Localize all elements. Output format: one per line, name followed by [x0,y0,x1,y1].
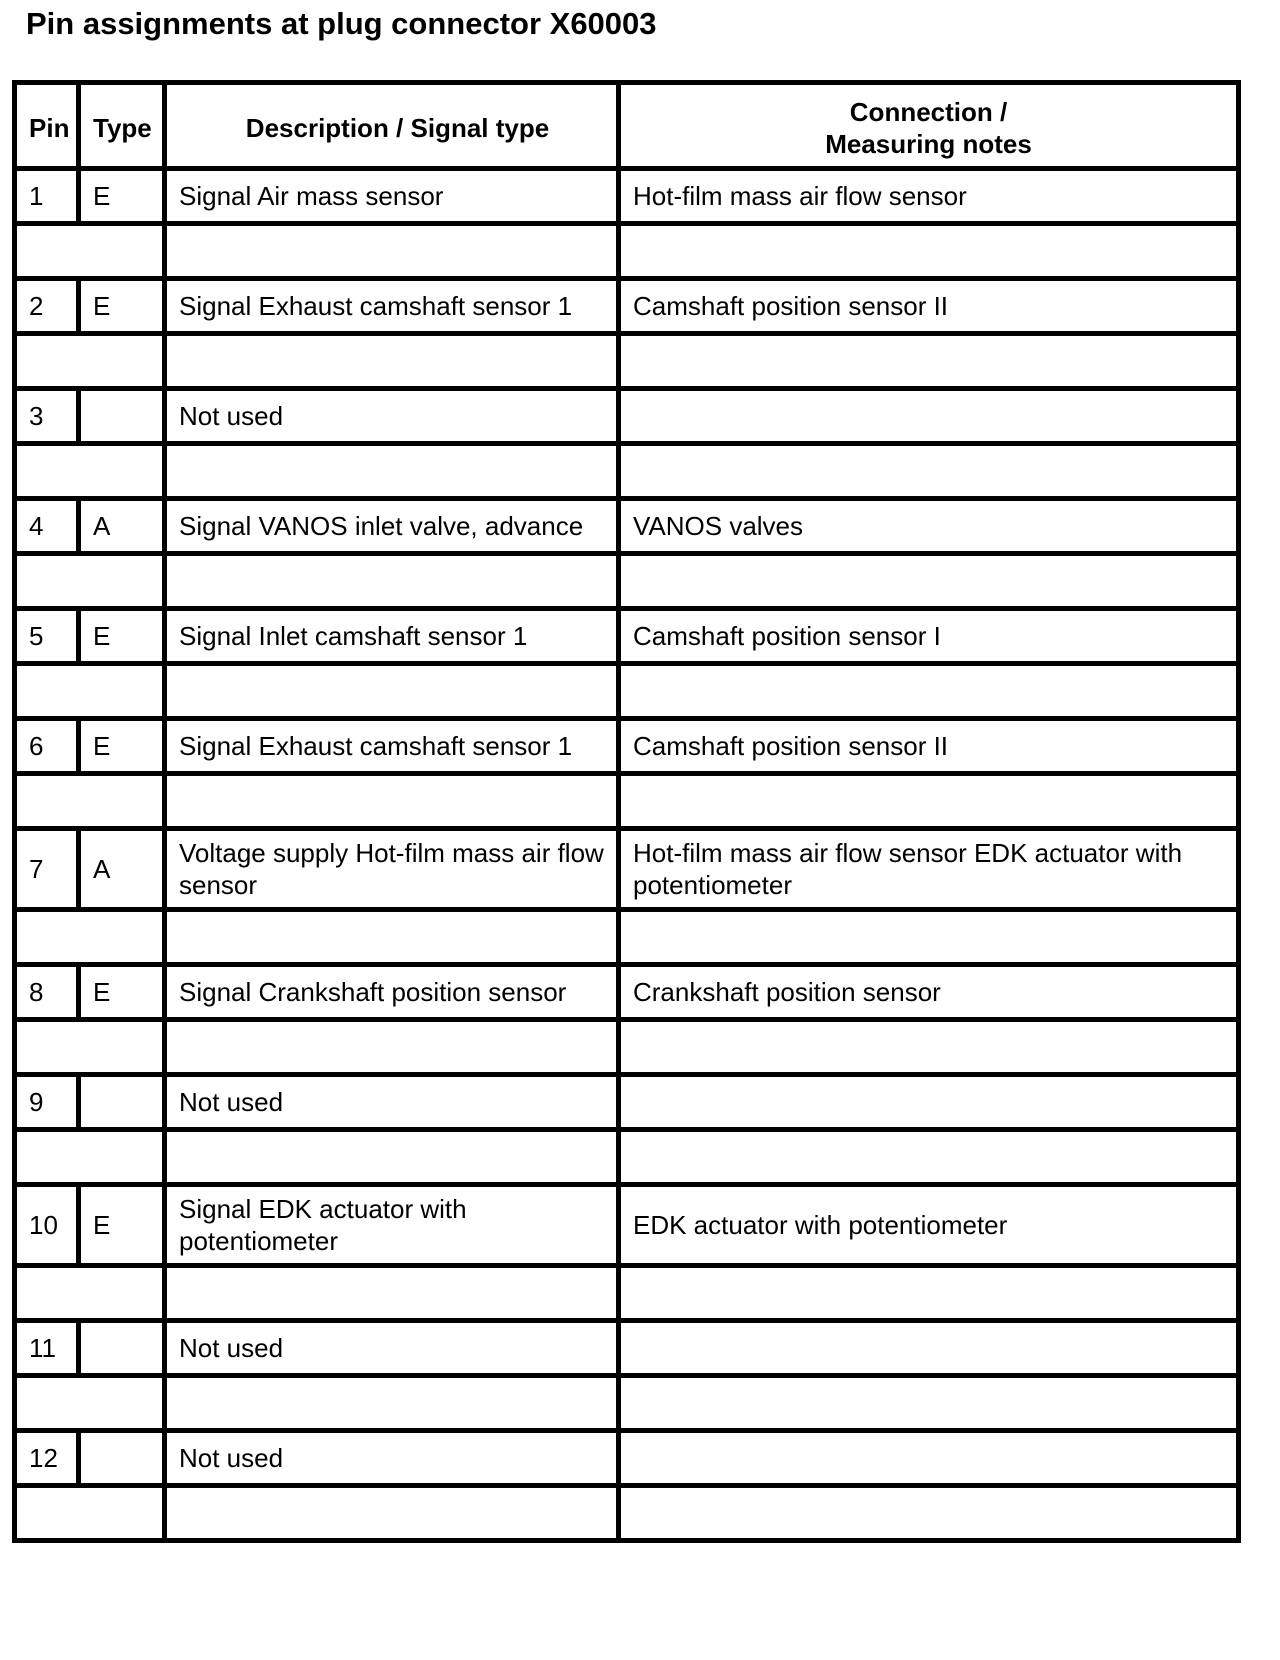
cell-connection [619,389,1239,444]
cell-description: Signal Exhaust camshaft sensor 1 [165,719,619,774]
cell-type [79,1431,165,1486]
cell-description: Signal Crankshaft position sensor [165,965,619,1020]
spacer-row [15,664,1239,719]
spacer-cell [619,334,1239,389]
spacer-cell [619,774,1239,829]
spacer-cell [619,554,1239,609]
spacer-cell [165,1130,619,1185]
cell-description: Voltage supply Hot-film mass air flow sensor [165,829,619,910]
cell-type [79,389,165,444]
spacer-cell [619,1020,1239,1075]
spacer-cell [165,1376,619,1431]
cell-type: E [79,965,165,1020]
cell-description: Not used [165,1431,619,1486]
table-row [15,279,1239,334]
spacer-cell [165,1020,619,1075]
spacer-row [15,1020,1239,1075]
cell-connection [619,1321,1239,1376]
spacer-cell [15,444,165,499]
table-row [15,389,1239,444]
cell-pin: 10 [15,1185,79,1266]
spacer-cell [165,224,619,279]
cell-type [79,1075,165,1130]
table-row [15,1075,1239,1130]
cell-description: Signal Inlet camshaft sensor 1 [165,609,619,664]
spacer-row [15,1266,1239,1321]
cell-pin: 12 [15,1431,79,1486]
spacer-cell [15,1130,165,1185]
spacer-row [15,1486,1239,1541]
spacer-row [15,1130,1239,1185]
cell-pin: 6 [15,719,79,774]
cell-type: E [79,279,165,334]
spacer-row [15,224,1239,279]
cell-pin: 2 [15,279,79,334]
spacer-row [15,1376,1239,1431]
spacer-cell [619,444,1239,499]
spacer-cell [15,554,165,609]
table-row [15,609,1239,664]
cell-connection [619,1075,1239,1130]
spacer-cell [15,1486,165,1541]
spacer-row [15,554,1239,609]
cell-type: E [79,609,165,664]
spacer-cell [165,444,619,499]
spacer-cell [15,664,165,719]
spacer-cell [15,910,165,965]
cell-connection [619,1431,1239,1486]
spacer-cell [15,224,165,279]
table-row [15,1185,1239,1266]
cell-description: Signal Exhaust camshaft sensor 1 [165,279,619,334]
cell-type: A [79,829,165,910]
cell-connection: EDK actuator with potentiometer [619,1185,1239,1266]
table-row [15,1431,1239,1486]
cell-description: Signal Air mass sensor [165,169,619,224]
table-header-row [15,83,1239,169]
header-pin: Pin [15,83,79,169]
spacer-row [15,774,1239,829]
cell-type: E [79,169,165,224]
spacer-cell [619,1486,1239,1541]
spacer-cell [15,1376,165,1431]
spacer-cell [165,774,619,829]
table-row [15,965,1239,1020]
cell-pin: 1 [15,169,79,224]
cell-description: Signal VANOS inlet valve, advance [165,499,619,554]
cell-description: Not used [165,1075,619,1130]
cell-connection: Hot-film mass air flow sensor [619,169,1239,224]
spacer-cell [619,664,1239,719]
table-row [15,499,1239,554]
header-connection: Connection / Measuring notes [619,83,1239,169]
spacer-cell [619,1376,1239,1431]
table-row [15,169,1239,224]
cell-pin: 11 [15,1321,79,1376]
spacer-cell [15,334,165,389]
cell-type [79,1321,165,1376]
cell-connection: Camshaft position sensor II [619,719,1239,774]
cell-type: E [79,1185,165,1266]
header-type: Type [79,83,165,169]
cell-description: Signal EDK actuator with potentiometer [165,1185,619,1266]
table-row [15,719,1239,774]
cell-description: Not used [165,1321,619,1376]
cell-connection: Crankshaft position sensor [619,965,1239,1020]
cell-pin: 8 [15,965,79,1020]
header-description: Description / Signal type [165,83,619,169]
spacer-cell [619,910,1239,965]
cell-pin: 9 [15,1075,79,1130]
cell-connection: VANOS valves [619,499,1239,554]
spacer-row [15,444,1239,499]
cell-pin: 7 [15,829,79,910]
spacer-cell [165,554,619,609]
cell-description: Not used [165,389,619,444]
spacer-cell [165,910,619,965]
spacer-cell [619,1130,1239,1185]
cell-type: E [79,719,165,774]
cell-pin: 5 [15,609,79,664]
cell-pin: 3 [15,389,79,444]
cell-connection: Hot-film mass air flow sensor EDK actuator with potentiometer [619,829,1239,910]
cell-type: A [79,499,165,554]
table-row [15,829,1239,910]
spacer-cell [165,664,619,719]
spacer-cell [619,224,1239,279]
table-body [15,169,1239,1541]
spacer-cell [165,334,619,389]
spacer-cell [15,1020,165,1075]
cell-connection: Camshaft position sensor II [619,279,1239,334]
spacer-row [15,910,1239,965]
table-row [15,1321,1239,1376]
pin-assignment-table [12,80,1241,1543]
cell-pin: 4 [15,499,79,554]
page-title: Pin assignments at plug connector X60003 [26,6,657,41]
cell-connection: Camshaft position sensor I [619,609,1239,664]
spacer-row [15,334,1239,389]
spacer-cell [165,1486,619,1541]
spacer-cell [15,774,165,829]
spacer-cell [15,1266,165,1321]
spacer-cell [165,1266,619,1321]
spacer-cell [619,1266,1239,1321]
